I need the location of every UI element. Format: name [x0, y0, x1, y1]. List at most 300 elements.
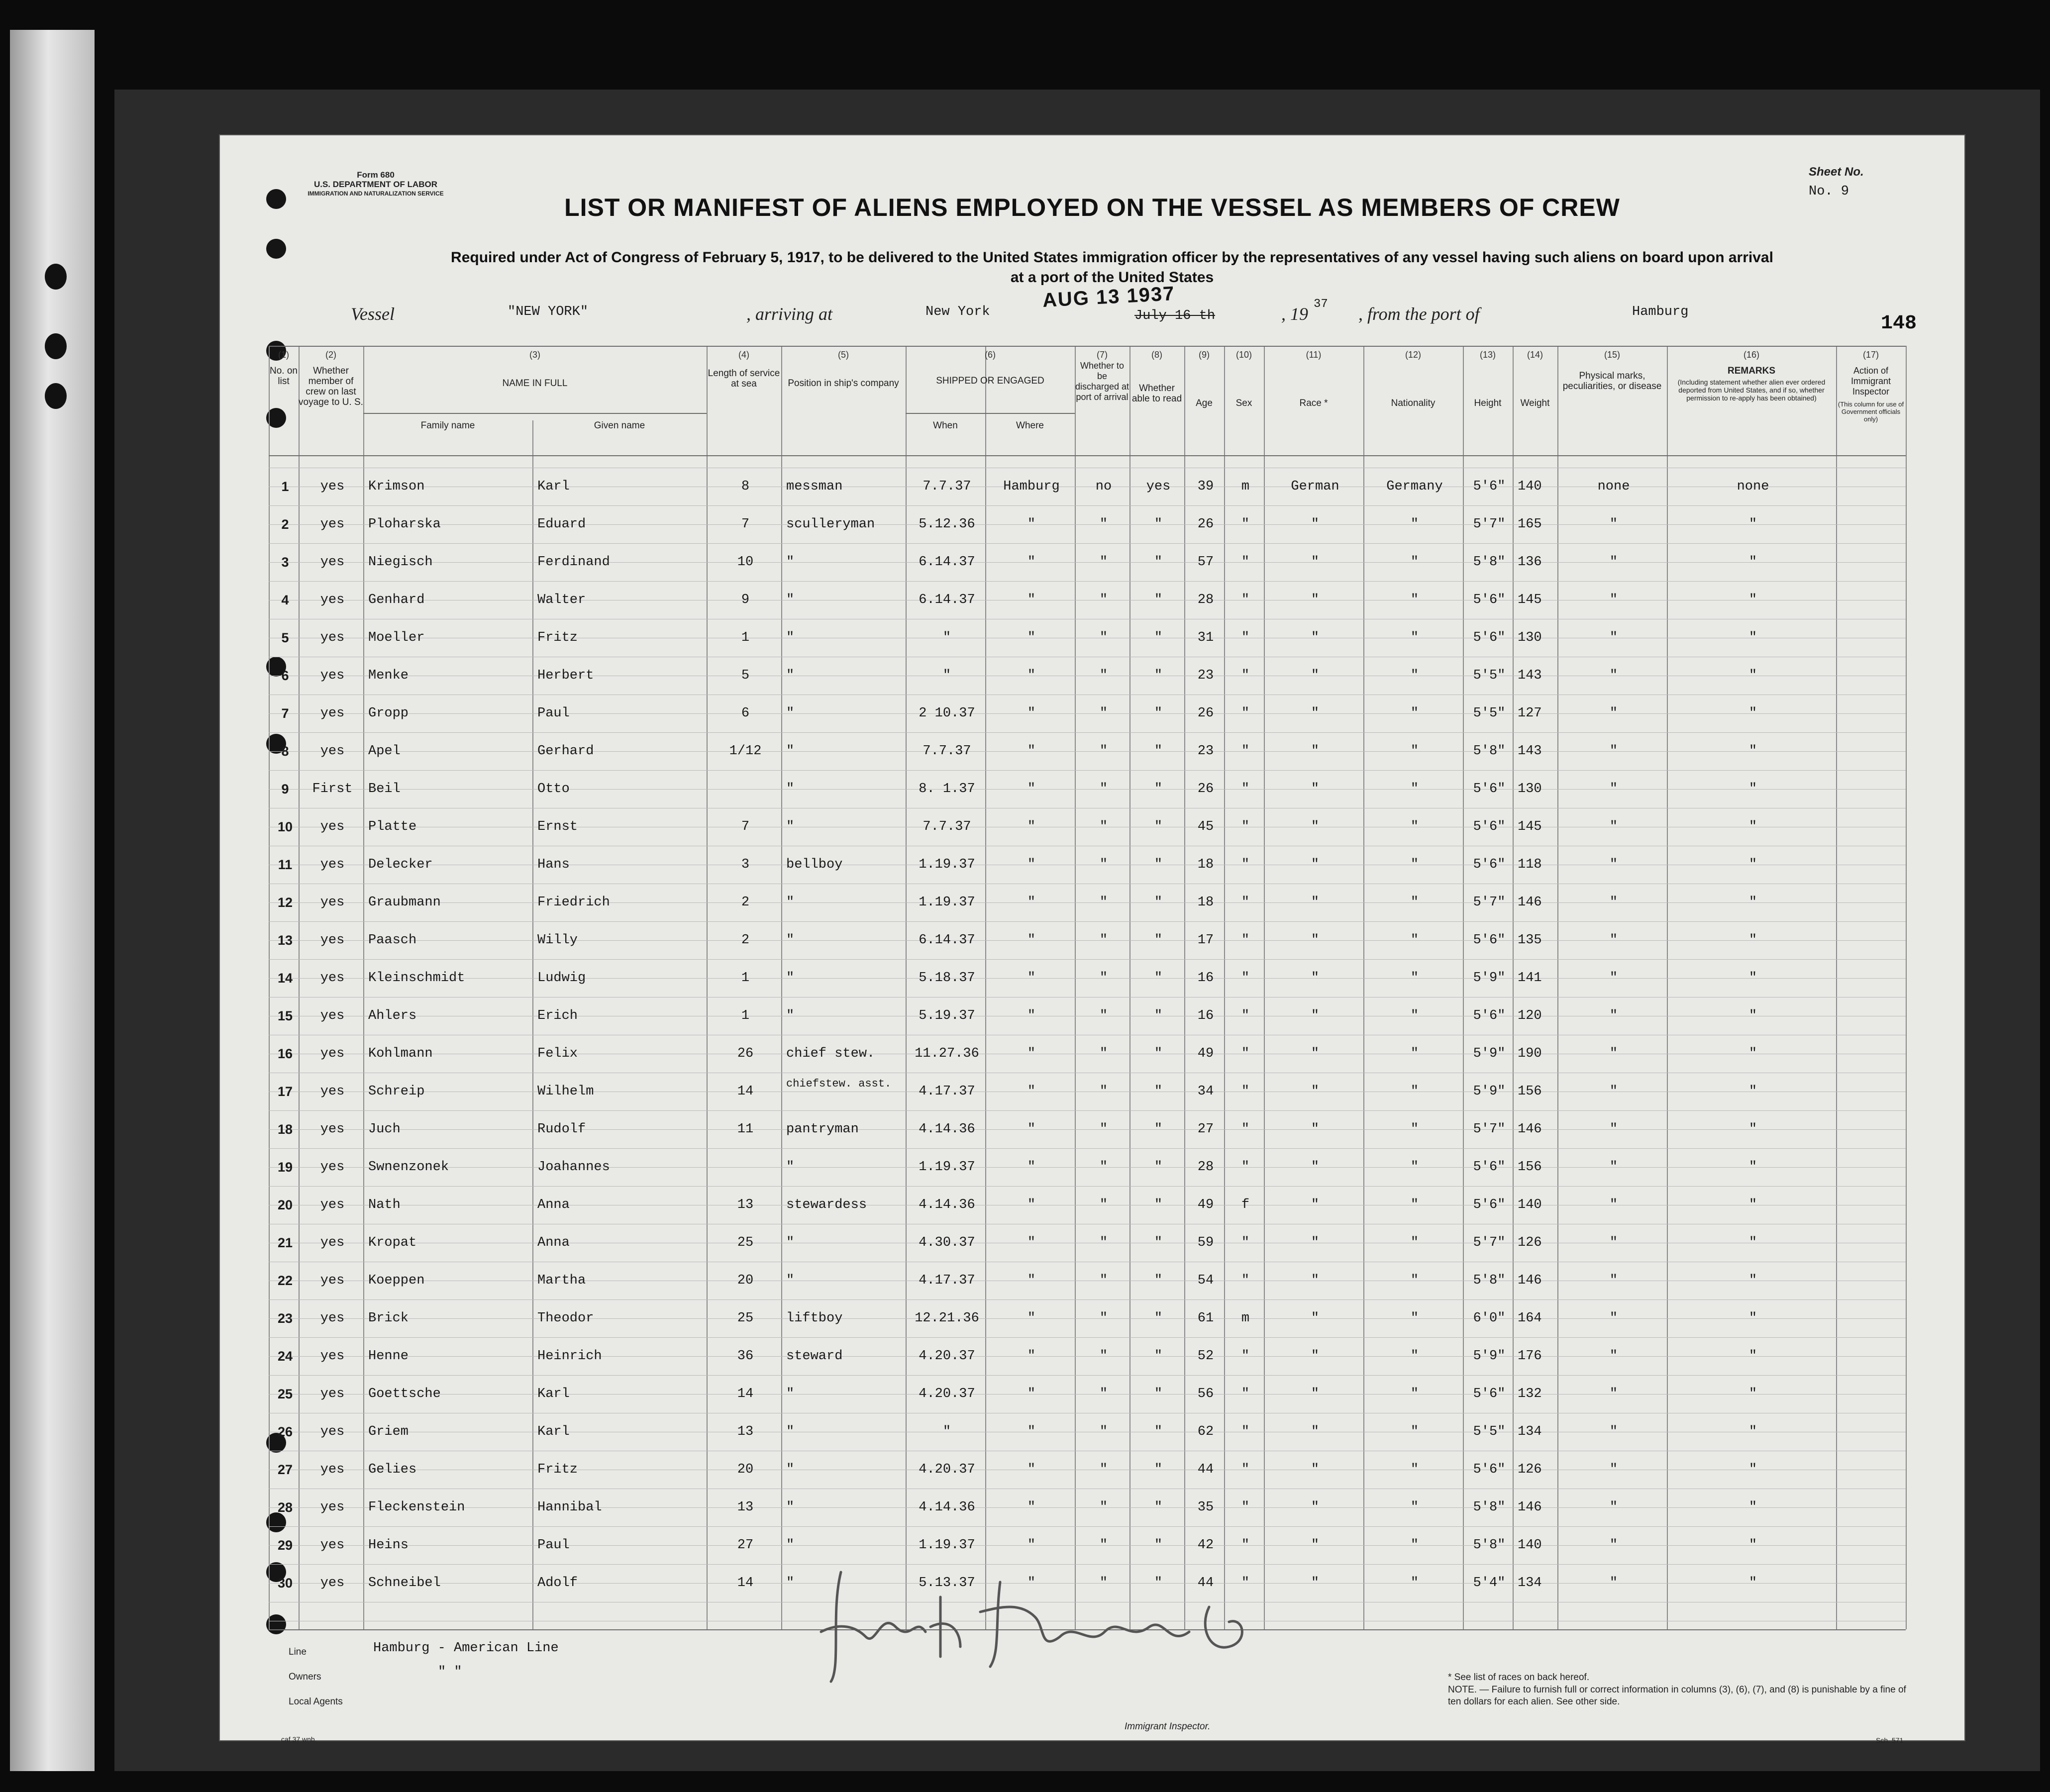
discharged-cell: "	[1099, 517, 1108, 532]
length-of-service-cell: 7	[741, 517, 750, 532]
weight-cell: 130	[1518, 782, 1542, 796]
header-where: Where	[1016, 420, 1044, 431]
weight-cell: 140	[1518, 479, 1542, 494]
age-cell: 23	[1197, 668, 1214, 683]
row-number-cell: 13	[277, 933, 293, 948]
height-cell: 5'6"	[1473, 819, 1506, 834]
discharged-cell: "	[1099, 1311, 1108, 1326]
family-name-cell: Apel	[368, 744, 401, 759]
age-cell: 18	[1197, 857, 1214, 872]
height-cell: 5'7"	[1473, 1122, 1506, 1137]
race-cell: "	[1311, 857, 1320, 872]
sex-cell: "	[1241, 1046, 1250, 1061]
physical-marks-cell: "	[1609, 1046, 1618, 1061]
given-name-cell: Otto	[537, 782, 570, 796]
remarks-cell: "	[1748, 1311, 1757, 1326]
given-name-cell: Gerhard	[537, 744, 594, 759]
row-number-cell: 4	[281, 593, 289, 607]
remarks-cell: "	[1748, 744, 1757, 759]
remarks-cell: "	[1748, 971, 1757, 986]
able-to-read-cell: "	[1154, 1084, 1163, 1099]
position-cell: "	[786, 1273, 795, 1288]
weight-cell: 140	[1518, 1197, 1542, 1212]
position-cell: chief stew.	[786, 1046, 875, 1061]
length-of-service-cell: 9	[741, 593, 750, 607]
length-of-service-cell: 25	[737, 1235, 754, 1250]
race-cell: "	[1311, 1008, 1320, 1023]
remarks-cell: "	[1748, 857, 1757, 872]
grid-column-line	[269, 346, 270, 1629]
sheet-label: Sheet No.	[1809, 165, 1864, 179]
given-name-cell: Rudolf	[537, 1122, 586, 1137]
given-name-cell: Adolf	[537, 1576, 578, 1591]
discharged-cell: "	[1099, 706, 1108, 721]
engaged-where-cell: "	[1027, 857, 1036, 872]
remarks-cell: "	[1748, 593, 1757, 607]
age-cell: 45	[1197, 819, 1214, 834]
able-to-read-cell: "	[1154, 668, 1163, 683]
arriving-label: , arriving at	[746, 304, 833, 324]
remarks-cell: "	[1748, 933, 1757, 948]
family-name-cell: Menke	[368, 668, 409, 683]
able-to-read-cell: "	[1154, 895, 1163, 910]
discharged-cell: "	[1099, 1084, 1108, 1099]
sex-cell: "	[1241, 1008, 1250, 1023]
family-name-cell: Heins	[368, 1538, 409, 1553]
height-cell: 5'8"	[1473, 1538, 1506, 1553]
header-shipped: SHIPPED OR ENGAGED	[936, 376, 1044, 386]
weight-cell: 176	[1518, 1349, 1542, 1364]
sex-cell: "	[1241, 555, 1250, 570]
able-to-read-cell: "	[1154, 706, 1163, 721]
position-cell: "	[786, 1008, 795, 1023]
age-cell: 16	[1197, 971, 1214, 986]
length-of-service-cell: 6	[741, 706, 750, 721]
prev-voyage-cell: yes	[320, 1576, 345, 1591]
manifest-sheet	[219, 134, 1965, 1744]
sex-cell: "	[1241, 668, 1250, 683]
position-cell: bellboy	[786, 857, 843, 872]
given-name-cell: Anna	[537, 1235, 570, 1250]
physical-marks-cell: none	[1597, 479, 1630, 494]
sex-cell: "	[1241, 1235, 1250, 1250]
position-cell: "	[786, 630, 795, 645]
discharged-cell: "	[1099, 1160, 1108, 1175]
age-cell: 49	[1197, 1046, 1214, 1061]
weight-cell: 136	[1518, 555, 1542, 570]
able-to-read-cell: "	[1154, 782, 1163, 796]
row-number-cell: 18	[277, 1122, 293, 1137]
prev-voyage-cell: yes	[320, 593, 345, 607]
engaged-when-cell: 5.13.37	[919, 1576, 975, 1591]
length-of-service-cell: 10	[737, 555, 754, 570]
weight-cell: 126	[1518, 1462, 1542, 1477]
row-number-cell: 20	[277, 1197, 293, 1212]
column-number: (11)	[1306, 350, 1322, 360]
header-when: When	[933, 420, 958, 431]
given-name-cell: Ferdinand	[537, 555, 610, 570]
length-of-service-cell: 13	[737, 1500, 754, 1515]
remarks-cell: "	[1748, 1462, 1757, 1477]
race-cell: "	[1311, 706, 1320, 721]
able-to-read-cell: "	[1154, 819, 1163, 834]
family-name-cell: Kleinschmidt	[368, 971, 465, 986]
weight-cell: 156	[1518, 1160, 1542, 1175]
row-number-cell: 6	[281, 668, 289, 683]
physical-marks-cell: "	[1609, 517, 1618, 532]
row-number-cell: 1	[281, 479, 289, 494]
given-name-cell: Anna	[537, 1197, 570, 1212]
weight-cell: 146	[1518, 1500, 1542, 1515]
given-name-cell: Karl	[537, 1387, 570, 1401]
engaged-when-cell: 4.30.37	[919, 1235, 975, 1250]
race-cell: "	[1311, 971, 1320, 986]
nationality-cell: "	[1410, 1311, 1419, 1326]
engaged-when-cell: 5.19.37	[919, 1008, 975, 1023]
sex-cell: "	[1241, 1500, 1250, 1515]
remarks-cell: "	[1748, 782, 1757, 796]
race-cell: "	[1311, 744, 1320, 759]
race-cell: "	[1311, 933, 1320, 948]
physical-marks-cell: "	[1609, 1273, 1618, 1288]
header-nationality: Nationality	[1391, 398, 1435, 408]
remarks-cell: "	[1748, 1122, 1757, 1137]
column-number: (3)	[529, 350, 540, 360]
race-cell: "	[1311, 895, 1320, 910]
grid-row-line	[269, 346, 1906, 347]
length-of-service-cell: 1	[741, 1008, 750, 1023]
given-name-cell: Ludwig	[537, 971, 586, 986]
physical-marks-cell: "	[1609, 1197, 1618, 1212]
nationality-cell: Germany	[1386, 479, 1443, 494]
able-to-read-cell: yes	[1146, 479, 1171, 494]
able-to-read-cell: "	[1154, 1008, 1163, 1023]
discharged-cell: "	[1099, 744, 1108, 759]
grid-column-line	[1363, 346, 1364, 1629]
height-cell: 5'5"	[1473, 668, 1506, 683]
engaged-when-cell: 4.14.36	[919, 1500, 975, 1515]
length-of-service-cell	[712, 770, 779, 808]
family-name-cell: Ploharska	[368, 517, 441, 532]
row-number-cell: 12	[277, 895, 293, 910]
remarks-cell: none	[1737, 479, 1769, 494]
engaged-when-cell: 7.7.37	[922, 819, 971, 834]
header-race: Race *	[1299, 398, 1328, 408]
engaged-when-cell: 4.17.37	[919, 1084, 975, 1099]
discharged-cell: "	[1099, 1538, 1108, 1553]
nationality-cell: "	[1410, 555, 1419, 570]
length-of-service-cell: 20	[737, 1273, 754, 1288]
weight-cell: 130	[1518, 630, 1542, 645]
given-name-cell: Felix	[537, 1046, 578, 1061]
weight-cell: 134	[1518, 1424, 1542, 1439]
inspector-label: Immigrant Inspector.	[1125, 1721, 1211, 1732]
physical-marks-cell: "	[1609, 1424, 1618, 1439]
race-cell: "	[1311, 1273, 1320, 1288]
remarks-cell: "	[1748, 1500, 1757, 1515]
physical-marks-cell: "	[1609, 782, 1618, 796]
row-number-cell: 16	[277, 1046, 293, 1061]
engaged-when-cell: 4.14.36	[919, 1197, 975, 1212]
sex-cell: "	[1241, 1387, 1250, 1401]
department: U.S. DEPARTMENT OF LABOR	[313, 180, 438, 189]
race-cell: "	[1311, 1160, 1320, 1175]
sex-cell: "	[1241, 1538, 1250, 1553]
engaged-where-cell: "	[1027, 1576, 1036, 1591]
vessel-name: "NEW YORK"	[508, 304, 589, 319]
engaged-where-cell: "	[1027, 782, 1036, 796]
engaged-where-cell: "	[1027, 1538, 1036, 1553]
family-name-cell: Gelies	[368, 1462, 417, 1477]
height-cell: 5'7"	[1473, 1235, 1506, 1250]
sex-cell: "	[1241, 1122, 1250, 1137]
discharged-cell: "	[1099, 1349, 1108, 1364]
header-prev-voyage: Whether member of crew on last voyage to U. S.	[299, 366, 363, 407]
position-cell: "	[786, 1462, 795, 1477]
engaged-when-cell: "	[942, 630, 951, 645]
prev-voyage-cell: yes	[320, 1008, 345, 1023]
engaged-when-cell: 7.7.37	[922, 479, 971, 494]
owners-label: Owners	[289, 1672, 321, 1682]
remarks-cell: "	[1748, 1084, 1757, 1099]
weight-cell: 134	[1518, 1576, 1542, 1591]
race-cell: "	[1311, 1576, 1320, 1591]
length-of-service-cell: 14	[737, 1084, 754, 1099]
able-to-read-cell: "	[1154, 971, 1163, 986]
remarks-cell: "	[1748, 1008, 1757, 1023]
height-cell: 5'6"	[1473, 1197, 1506, 1212]
physical-marks-cell: "	[1609, 1122, 1618, 1137]
discharged-cell: "	[1099, 1197, 1108, 1212]
race-cell: "	[1311, 630, 1320, 645]
sex-cell: "	[1241, 706, 1250, 721]
prev-voyage-cell: yes	[320, 1273, 345, 1288]
row-number-cell: 27	[277, 1462, 293, 1477]
age-cell: 17	[1197, 933, 1214, 948]
sex-cell: "	[1241, 1576, 1250, 1591]
given-name-cell: Willy	[537, 933, 578, 948]
length-of-service-cell: 20	[737, 1462, 754, 1477]
age-cell: 44	[1197, 1576, 1214, 1591]
column-number: (2)	[325, 350, 336, 360]
engaged-where-cell: Hamburg	[1003, 479, 1060, 494]
nationality-cell: "	[1410, 1576, 1419, 1591]
prev-voyage-cell: yes	[320, 479, 345, 494]
grid-column-line	[906, 346, 907, 1629]
sheet-number: No. 9	[1809, 184, 1849, 199]
nationality-cell: "	[1410, 971, 1419, 986]
prev-voyage-cell: yes	[320, 1311, 345, 1326]
discharged-cell: "	[1099, 971, 1108, 986]
length-of-service-cell	[712, 1148, 779, 1186]
sex-cell: m	[1241, 479, 1250, 494]
sex-cell: "	[1241, 819, 1250, 834]
grid-column-line	[1513, 346, 1514, 1629]
engaged-where-cell: "	[1027, 819, 1036, 834]
header-name: NAME IN FULL	[502, 378, 568, 389]
row-number-cell: 24	[277, 1349, 293, 1364]
column-number: (13)	[1479, 350, 1496, 360]
weight-cell: 146	[1518, 895, 1542, 910]
height-cell: 5'6"	[1473, 1160, 1506, 1175]
nationality-cell: "	[1410, 706, 1419, 721]
physical-marks-cell: "	[1609, 668, 1618, 683]
discharged-cell: "	[1099, 668, 1108, 683]
length-of-service-cell: 1/12	[729, 744, 762, 759]
weight-cell: 156	[1518, 1084, 1542, 1099]
discharged-cell: "	[1099, 593, 1108, 607]
discharged-cell: "	[1099, 895, 1108, 910]
age-cell: 16	[1197, 1008, 1214, 1023]
grid-column-line	[1129, 346, 1130, 1629]
engaged-when-cell: 4.20.37	[919, 1387, 975, 1401]
grid-column-line	[707, 346, 708, 1629]
position-cell: "	[786, 971, 795, 986]
engaged-when-cell: 2 10.37	[919, 706, 975, 721]
nationality-cell: "	[1410, 593, 1419, 607]
given-name-cell: Hans	[537, 857, 570, 872]
able-to-read-cell: "	[1154, 555, 1163, 570]
engaged-when-cell: 1.19.37	[919, 1538, 975, 1553]
engaged-where-cell: "	[1027, 895, 1036, 910]
length-of-service-cell: 8	[741, 479, 750, 494]
age-cell: 57	[1197, 555, 1214, 570]
column-number: (14)	[1527, 350, 1543, 360]
remarks-cell: "	[1748, 668, 1757, 683]
sex-cell: "	[1241, 1349, 1250, 1364]
age-cell: 18	[1197, 895, 1214, 910]
remarks-cell: "	[1748, 706, 1757, 721]
able-to-read-cell: "	[1154, 1500, 1163, 1515]
nationality-cell: "	[1410, 744, 1419, 759]
remarks-cell: "	[1748, 1046, 1757, 1061]
sex-cell: "	[1241, 1160, 1250, 1175]
age-cell: 27	[1197, 1122, 1214, 1137]
physical-marks-cell: "	[1609, 933, 1618, 948]
grid-column-line	[363, 346, 364, 1629]
weight-cell: 164	[1518, 1311, 1542, 1326]
age-cell: 52	[1197, 1349, 1214, 1364]
physical-marks-cell: "	[1609, 1235, 1618, 1250]
engaged-when-cell: 1.19.37	[919, 1160, 975, 1175]
length-of-service-cell: 14	[737, 1387, 754, 1401]
weight-cell: 165	[1518, 517, 1542, 532]
able-to-read-cell: "	[1154, 593, 1163, 607]
family-name-cell: Brick	[368, 1311, 409, 1326]
physical-marks-cell: "	[1609, 857, 1618, 872]
nationality-cell: "	[1410, 1046, 1419, 1061]
able-to-read-cell: "	[1154, 517, 1163, 532]
nationality-cell: "	[1410, 1235, 1419, 1250]
line-label: Line	[289, 1647, 307, 1657]
discharged-cell: "	[1099, 1008, 1108, 1023]
sex-cell: "	[1241, 857, 1250, 872]
grid-column-line	[1184, 346, 1185, 1629]
race-cell: "	[1311, 1349, 1320, 1364]
nationality-cell: "	[1410, 933, 1419, 948]
engaged-when-cell: 11.27.36	[915, 1046, 979, 1061]
nationality-cell: "	[1410, 895, 1419, 910]
weight-cell: 120	[1518, 1008, 1542, 1023]
length-of-service-cell: 3	[741, 857, 750, 872]
prev-voyage-cell: yes	[320, 1122, 345, 1137]
header-sex: Sex	[1235, 398, 1252, 408]
sex-cell: "	[1241, 1424, 1250, 1439]
column-number: (7)	[1097, 350, 1108, 360]
weight-cell: 143	[1518, 744, 1542, 759]
engaged-where-cell: "	[1027, 1273, 1036, 1288]
physical-marks-cell: "	[1609, 555, 1618, 570]
weight-cell: 145	[1518, 819, 1542, 834]
header-weight: Weight	[1520, 398, 1550, 408]
length-of-service-cell: 5	[741, 668, 750, 683]
grid-column-line	[1463, 346, 1464, 1629]
discharged-cell: "	[1099, 1500, 1108, 1515]
age-cell: 26	[1197, 782, 1214, 796]
row-number-cell: 30	[277, 1576, 293, 1591]
header-age: Age	[1196, 398, 1213, 408]
age-cell: 49	[1197, 1197, 1214, 1212]
height-cell: 5'6"	[1473, 479, 1506, 494]
weight-cell: 135	[1518, 933, 1542, 948]
nationality-cell: "	[1410, 668, 1419, 683]
family-name-cell: Gropp	[368, 706, 409, 721]
grid-column-line	[1224, 346, 1225, 1629]
nationality-cell: "	[1410, 1387, 1419, 1401]
prev-voyage-cell: yes	[320, 668, 345, 683]
prev-voyage-cell: yes	[320, 1424, 345, 1439]
weight-cell: 118	[1518, 857, 1542, 872]
nationality-cell: "	[1410, 1500, 1419, 1515]
binder-hole	[45, 264, 67, 290]
prev-voyage-cell: yes	[320, 555, 345, 570]
header-length: Length of service at sea	[708, 368, 780, 389]
weight-cell: 126	[1518, 1235, 1542, 1250]
discharged-cell: "	[1099, 1235, 1108, 1250]
family-name-cell: Nath	[368, 1197, 401, 1212]
length-of-service-cell: 2	[741, 933, 750, 948]
given-name-cell: Erich	[537, 1008, 578, 1023]
family-name-cell: Moeller	[368, 630, 425, 645]
given-name-cell: Karl	[537, 479, 570, 494]
length-of-service-cell: 26	[737, 1046, 754, 1061]
height-cell: 5'6"	[1473, 857, 1506, 872]
race-cell: "	[1311, 1084, 1320, 1099]
agents-label: Local Agents	[289, 1696, 343, 1707]
race-cell: "	[1311, 819, 1320, 834]
column-number: (12)	[1405, 350, 1421, 360]
grid-column-line	[532, 420, 533, 1629]
engaged-when-cell: 4.17.37	[919, 1273, 975, 1288]
header-position: Position in ship's company	[788, 378, 899, 389]
position-cell: liftboy	[786, 1311, 843, 1326]
header-given: Given name	[594, 420, 645, 431]
weight-cell: 146	[1518, 1273, 1542, 1288]
position-cell: sculleryman	[786, 517, 875, 532]
header-remarks-note: (Including statement whether alien ever ordered deported from United States, and if so, whether permission to re-apply has been obtained)	[1677, 378, 1826, 402]
nationality-cell: "	[1410, 1122, 1419, 1137]
row-number-cell: 21	[277, 1235, 293, 1250]
race-cell: "	[1311, 1462, 1320, 1477]
engaged-where-cell: "	[1027, 1311, 1036, 1326]
discharged-cell: "	[1099, 1462, 1108, 1477]
header-action-note: (This column for use of Government officials only)	[1838, 400, 1904, 423]
given-name-cell: Heinrich	[537, 1349, 602, 1364]
subtitle-line-2: at a port of the United States	[1010, 269, 1214, 286]
given-name-cell: Herbert	[537, 668, 594, 683]
race-cell: "	[1311, 1500, 1320, 1515]
physical-marks-cell: "	[1609, 1008, 1618, 1023]
